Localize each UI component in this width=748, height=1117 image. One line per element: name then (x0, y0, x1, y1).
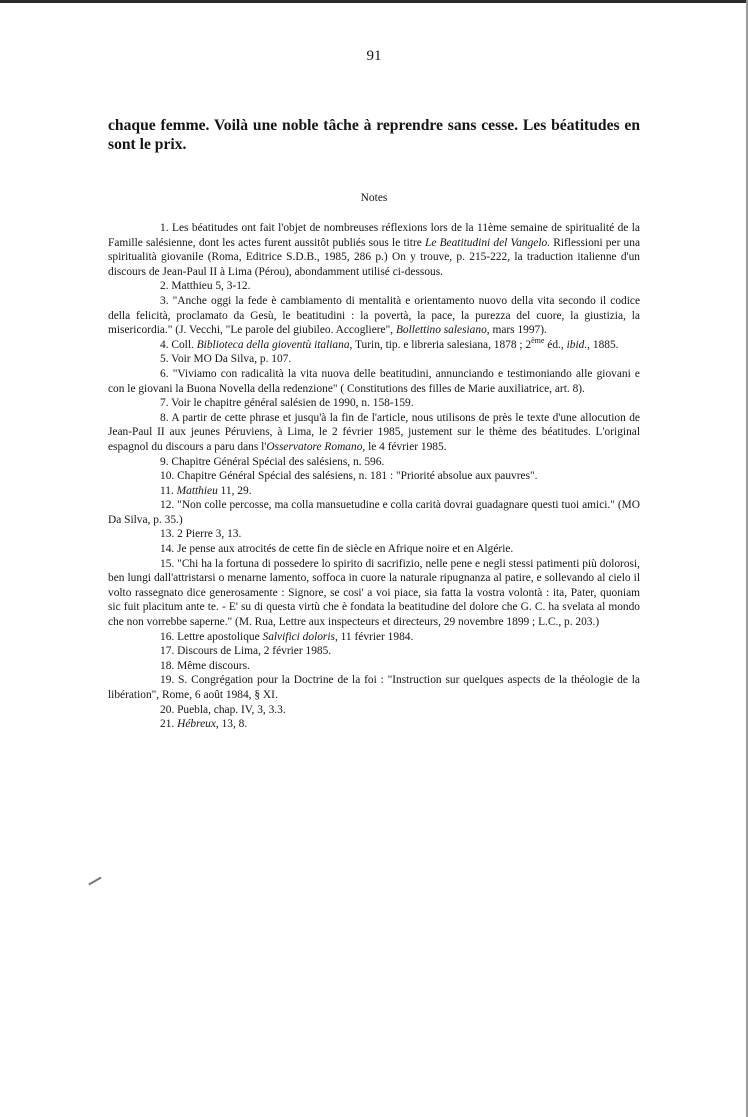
note-21: 21. Hébreux, 13, 8. (160, 718, 248, 731)
note-14: 14. Je pense aux atrocités de cette fin de siècle en Afrique noire et en Algérie. (160, 543, 514, 556)
note-16: 16. Lettre apostolique Salvifici doloris, 11 février 1984. (160, 630, 414, 643)
page-number: 91 (366, 48, 382, 64)
note-1-title: Le Beatitudini del Vangelo. (425, 236, 551, 249)
notes-list (108, 221, 640, 732)
scan-pen-mark (88, 877, 101, 886)
note-7: 7. Voir le chapitre général salésien de 1990, n. 158-159. (160, 397, 414, 410)
note-3-title: Bollettino salesiano (395, 324, 487, 337)
notes-heading: Notes (360, 192, 388, 204)
note-4-title: Biblioteca della gioventù italiana (196, 338, 350, 351)
note-21-title: Hébreux (177, 718, 216, 731)
note-11: 11. Matthieu 11, 29. (160, 484, 252, 497)
scan-top-edge (0, 0, 748, 3)
note-16-title: Salvifici doloris (262, 630, 335, 643)
note-13: 13. 2 Pierre 3, 13. (160, 528, 242, 541)
lead-paragraph: chaque femme. Voilà une noble tâche à reprendre sans cesse. Les béatitudes en sont le prix. (108, 116, 640, 153)
note-15: 15. "Chi ha la fortuna di possedere lo spirito di sacrifizio, nelle pene e negli stessi patimenti più dolorosi, ben lungi dall'attristarsi o menarne lamento, soffoca in cuore la naturale ripugnanza al patire, e sollevando al cielo il volto rassegnato dice generosamente : Signore, se cosi' a voi piace, sia fatta la vostra volontà : ita, Pater, quoniam sic fuit placitum ante te. - E' su di questa virtù che è fondata la beatitudine del dolore che G. C. ha svelata al mondo che non vorrebbe saperne." (M. Rua, Lettre aux inspecteurs et directeurs, 29 novembre 1899 ; L.C., p. 203.) (108, 557, 640, 629)
note-12: 12. "Non colle percosse, ma colla mansuetudine e colla carità dovrai guadagnare questi tuoi amici." (MO Da Silva, p. 35.) (108, 499, 640, 526)
note-20: 20. Puebla, chap. IV, 3, 3.3. (160, 703, 286, 716)
note-8-title: Osservatore Romano (266, 440, 363, 453)
note-6: 6. "Viviamo con radicalità la vita nuova delle beatitudini, annunciando e testimoniando alle giovani e con le giovani la Buona Novella della redenzione" ( Constitutions des filles de Marie auxiliatrice, art. 8). (108, 367, 640, 395)
note-4-superscript: ème (531, 335, 545, 345)
note-2: 2. Matthieu 5, 3-12. (160, 280, 251, 293)
note-19: 19. S. Congrégation pour la Doctrine de la foi : "Instruction sur quelques aspects de la théologie de la libération", Rome, 6 août 1984, § XI. (108, 674, 640, 701)
note-3: 3. "Anche oggi la fede è cambiamento di mentalità e orientamento nuovo della vita secondo il codice della felicità, proclamato da Gesù, le beatitudini : la povertà, la pace, la purezza del cuore, la giustizia, la misericordia." (J. Vecchi, "Le parole del giubileo. Accogliere", Bollettino salesiano, mars 1997). (108, 294, 640, 337)
note-10: 10. Chapitre Général Spécial des salésiens, n. 181 : "Priorité absolue aux pauvres". (160, 470, 538, 483)
note-9: 9. Chapitre Général Spécial des salésiens, n. 596. (160, 455, 385, 468)
note-1: 1. Les béatitudes ont fait l'objet de nombreuses réflexions lors de la 11ème semaine de spiritualité de la Famille salésienne, dont les actes furent aussitôt publiés sous le titre Le Beatitudini del Vangelo. Riflessioni per una spiritualità giovanile (Roma, Editrice S.D.B., 1985, 286 p.) On y trouve, p. 215-222, la traduction italienne d'un discours de Jean-Paul II à Lima (Pérou), abondamment utilisé ci-dessous. (108, 222, 640, 278)
note-8: 8. A partir de cette phrase et jusqu'à la fin de l'article, nous utilisons de près le texte d'une allocution de Jean-Paul II aux jeunes Péruviens, à Lima, le 2 février 1985, justement sur le thème des béatitudes. L'original espagnol du discours a paru dans l'Osservatore Romano, le 4 février 1985. (108, 411, 640, 453)
note-17: 17. Discours de Lima, 2 février 1985. (160, 645, 332, 658)
note-4-ibid: ibid. (566, 338, 588, 351)
note-5: 5. Voir MO Da Silva, p. 107. (160, 353, 292, 366)
note-4: 4. Coll. Biblioteca della gioventù italiana, Turin, tip. e libreria salesiana, 1878 ; 2ème éd., ibid., 1885. (160, 335, 619, 351)
note-11-title: Matthieu (176, 484, 218, 497)
note-18: 18. Même discours. (160, 659, 250, 672)
